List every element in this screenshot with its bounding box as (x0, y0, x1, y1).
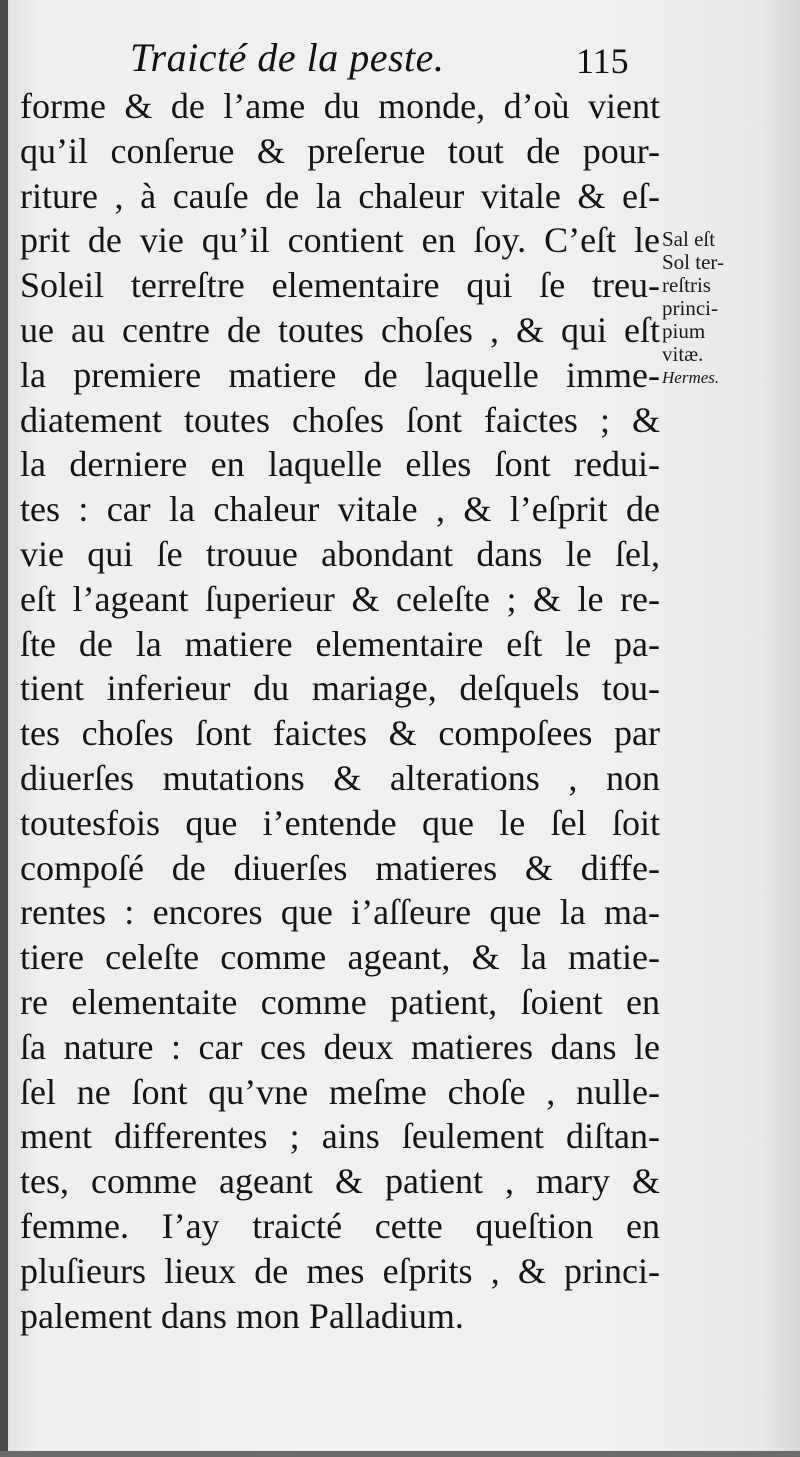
margin-note-line: pium (662, 319, 706, 343)
text-line: ment differentes ; ains ſeulement diſtan- (20, 1116, 660, 1157)
text-line: toutesfois que i’entende que le ſel ſoit (20, 802, 660, 843)
text-line: qu’il conſerue & preſerue tout de pour- (20, 130, 660, 171)
text-line: vie qui ſe trouue abondant dans le ſel, (20, 533, 660, 574)
margin-note-line: Sol ter- (662, 250, 724, 274)
text-line: tes, comme ageant & patient , mary & (20, 1161, 660, 1202)
text-line: diuerſes mutations & alterations , non (20, 757, 660, 798)
text-line: forme & de l’ame du monde, d’où vient (20, 86, 660, 126)
body-text (20, 84, 660, 1338)
text-line: riture , à cauſe de la chaleur vitale & eſ- (20, 175, 660, 216)
running-title: Traicté de la peste. (130, 35, 445, 80)
text-line: pluſieurs lieux de mes eſprits , & princi- (20, 1250, 660, 1291)
margin-note-line: vitæ. (662, 342, 704, 366)
text-line: ue au centre de toutes choſes , & qui eſt (20, 309, 660, 350)
text-line: tes : car la chaleur vitale , & l’eſprit de (20, 489, 660, 530)
text-line: rentes : encores que i’aſſeure que la ma- (20, 892, 660, 933)
text-line: ſa nature : car ces deux matieres dans le (20, 1026, 660, 1067)
text-line-last: palement dans mon Palladium. (20, 1295, 464, 1336)
margin-note-line: princi- (662, 296, 718, 320)
text-line: ſel ne ſont qu’vne meſme choſe , nulle- (20, 1071, 660, 1112)
text-line: eſt l’ageant ſuperieur & celeſte ; & le re- (20, 578, 660, 619)
text-line: ſte de la matiere elementaire eſt le pa- (20, 623, 660, 664)
margin-note-source: Hermes. (662, 368, 720, 387)
text-line: Soleil terreſtre elementaire qui ſe treu- (20, 265, 660, 306)
text-line: femme. I’ay traicté cette queſtion en (20, 1205, 660, 1246)
text-line: tes choſes ſont faictes & compoſees par (20, 713, 660, 754)
page-header (130, 26, 650, 86)
text-line: prit de vie qu’il contient en ſoy. C’eſt le (20, 220, 660, 261)
text-line: la premiere matiere de laquelle imme- (20, 354, 660, 395)
page-number: 115 (576, 41, 629, 81)
margin-note-line: Sal eſt (662, 227, 716, 251)
text-line: re elementaite comme patient, ſoient en (20, 981, 660, 1022)
text-line: compoſé de diuerſes matieres & diffe- (20, 847, 660, 888)
margin-note (662, 228, 782, 389)
margin-note-line: reſtris (662, 273, 711, 297)
text-line: la derniere en laquelle elles ſont redui- (20, 444, 660, 485)
text-line: diatement toutes choſes ſont faictes ; & (20, 399, 660, 440)
text-line: tiere celeſte comme ageant, & la matie- (20, 937, 660, 978)
text-line: tient inferieur du mariage, deſquels tou- (20, 668, 660, 709)
